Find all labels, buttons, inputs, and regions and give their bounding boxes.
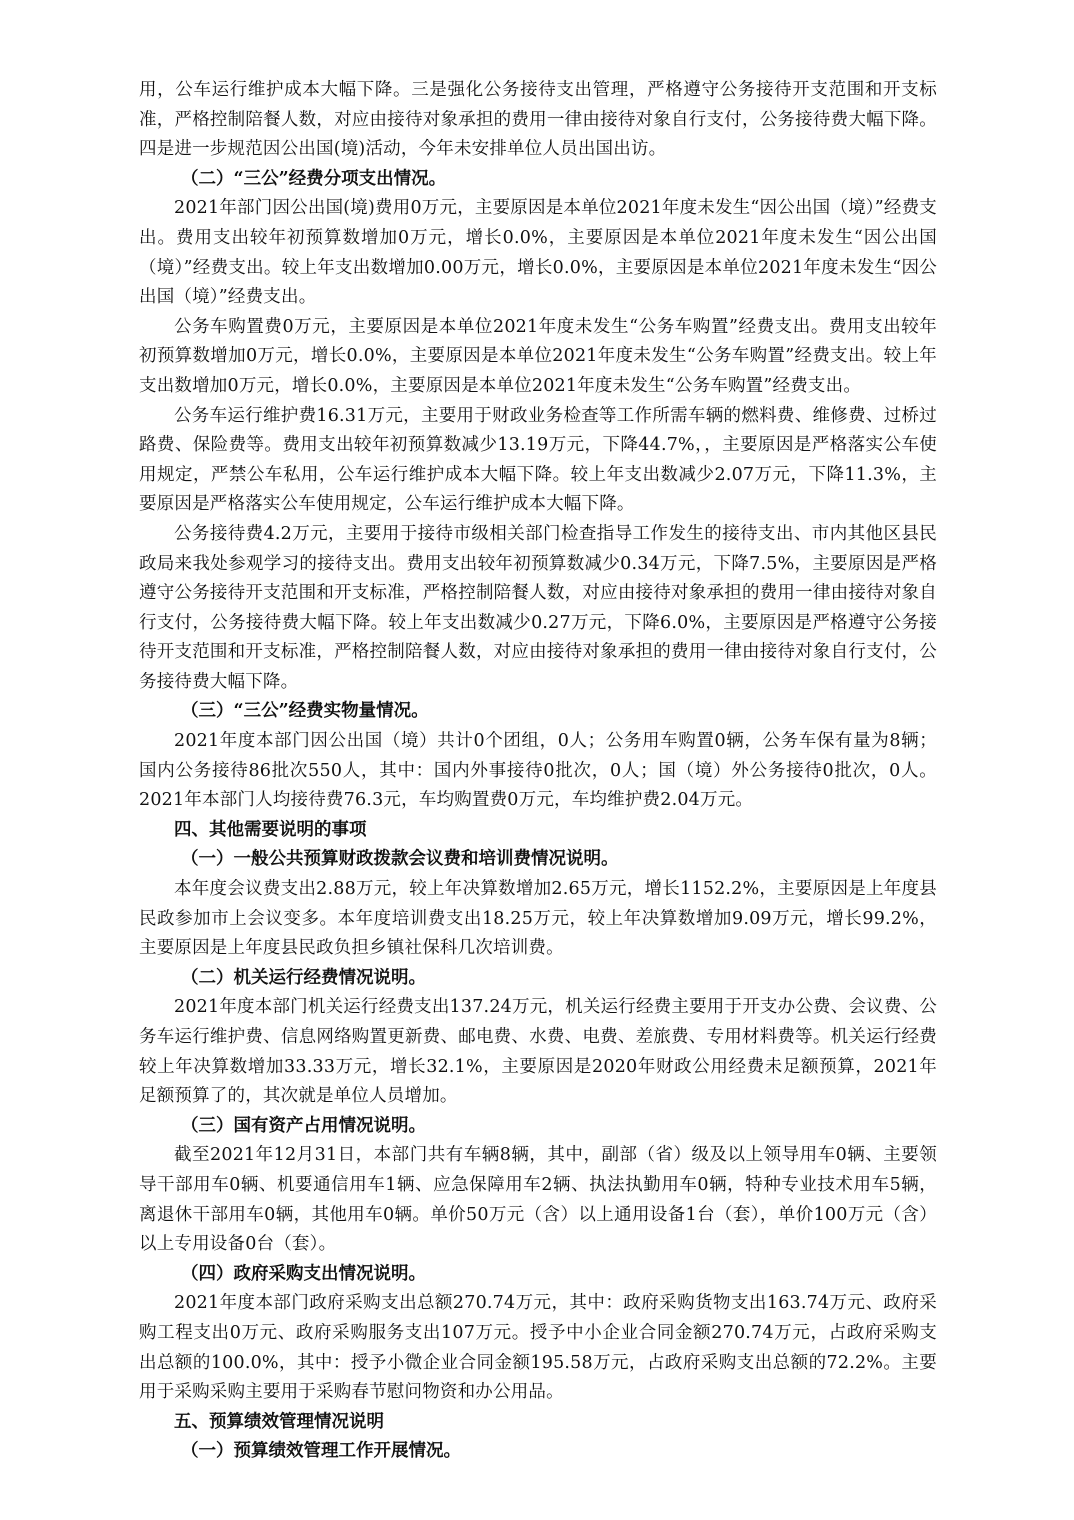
section-heading-other-matters: 四、其他需要说明的事项 [174,819,367,840]
paragraph-physical-quantity: 2021年度本部门因公出国（境）共计0个团组，0人；公务用车购置0辆，公务车保有量为8辆；国内公务接待86批次550人，其中：国内外事接待0批次，0人；国（境）外公务接待0批次，0人。2021年本部门人均接待费76.3元，车均购置费0万元，车均维护费2.04万元。 [139,731,937,811]
subheading-performance-work: （一）预算绩效管理工作开展情况。 [181,1441,461,1462]
paragraph-vehicle-maintenance-expense: 公务车运行维护费16.31万元，主要用于财政业务检查等工作所需车辆的燃料费、维修费、过桥过路费、保险费等。费用支出较年初预算数减少13.19万元，下降44.7%，，主要原因是严格落实公车使用规定，严禁公车私用，公车运行维护成本大幅下降。较上年支出数减少2.07万元，下降11.3%，主要原因是严格落实公车使用规定，公车运行维护成本大幅下降。 [139,405,937,515]
subheading-state-assets: （三）国有资产占用情况说明。 [181,1115,426,1136]
paragraph-overseas-travel-expense: 2021年部门因公出国(境)费用0万元，主要原因是本单位2021年度未发生“因公出国（境）”经费支出。费用支出较年初预算数增加0万元，增长0.0%，主要原因是本单位2021年度未发生“因公出国（境）”经费支出。较上年支出数增加0.00万元，增长0.0%，主要原因是本单位2021年度未发生“因公出国（境）”经费支出。 [139,198,937,308]
subheading-operating-expenses: （二）机关运行经费情况说明。 [181,967,426,988]
paragraph-reception-expense: 公务接待费4.2万元，主要用于接待市级相关部门检查指导工作发生的接待支出、市内其他区县民政局来我处参观学习的接待支出。费用支出较年初预算数减少0.34万元，下降7.5%，主要原因是严格遵守公务接待开支范围和开支标准，严格控制陪餐人数，对应由接待对象承担的费用一律由接待对象自行支付，公务接待费大幅下降。较上年支出数减少0.27万元，下降6.0%，主要原因是严格遵守公务接待开支范围和开支标准，严格控制陪餐人数，对应由接待对象承担的费用一律由接待对象自行支付，公务接待费大幅下降。 [139,523,937,692]
subheading-government-procurement: （四）政府采购支出情况说明。 [181,1263,426,1284]
paragraph-meeting-training-fees: 本年度会议费支出2.88万元，较上年决算数增加2.65万元，增长1152.2%，主要原因是上年度县民政参加市上会议变多。本年度培训费支出18.25万元，较上年决算数增加9.09万元，增长99.2%，主要原因是上年度县民政负担乡镇社保科几次培训费。 [139,879,937,959]
document-page [139,76,937,1467]
paragraph-operating-expenses: 2021年度本部门机关运行经费支出137.24万元，机关运行经费主要用于开支办公费、会议费、公务车运行维护费、信息网络购置更新费、邮电费、水费、电费、差旅费、专用材料费等。机关运行经费较上年决算数增加33.33万元，增长32.1%，主要原因是2020年财政公用经费未足额预算，2021年足额预算了的，其次就是单位人员增加。 [139,997,937,1107]
paragraph-public-car-and-reception-summary: 用，公车运行维护成本大幅下降。三是强化公务接待支出管理，严格遵守公务接待开支范围和开支标准，严格控制陪餐人数，对应由接待对象承担的费用一律由接待对象自行支付，公务接待费大幅下降。四是进一步规范因公出国(境)活动，今年未安排单位人员出国出访。 [139,80,937,160]
paragraph-state-assets: 截至2021年12月31日，本部门共有车辆8辆，其中，副部（省）级及以上领导用车0辆、主要领导干部用车0辆、机要通信用车1辆、应急保障用车2辆、执法执勤用车0辆，特种专业技术用车5辆，离退休干部用车0辆，其他用车0辆。单价50万元（含）以上通用设备1台（套），单价100万元（含）以上专用设备0台（套）。 [139,1145,937,1255]
subheading-itemized-expenditure: （二）“三公”经费分项支出情况。 [181,168,447,189]
paragraph-government-procurement: 2021年度本部门政府采购支出总额270.74万元，其中：政府采购货物支出163.74万元、政府采购工程支出0万元、政府采购服务支出107万元。授予中小企业合同金额270.74万元，占政府采购支出总额的100.0%，其中：授予小微企业合同金额195.58万元，占政府采购支出总额的72.2%。主要用于采购采购主要用于采购春节慰问物资和办公用品。 [139,1293,937,1403]
subheading-meeting-training-fees: （一）一般公共预算财政拨款会议费和培训费情况说明。 [181,849,619,870]
section-heading-performance-management: 五、预算绩效管理情况说明 [174,1411,384,1432]
subheading-physical-quantity: （三）“三公”经费实物量情况。 [181,701,429,722]
paragraph-vehicle-purchase-expense: 公务车购置费0万元，主要原因是本单位2021年度未发生“公务车购置”经费支出。费用支出较年初预算数增加0万元，增长0.0%，主要原因是本单位2021年度未发生“公务车购置”经费支出。较上年支出数增加0万元，增长0.0%，主要原因是本单位2021年度未发生“公务车购置”经费支出。 [139,316,937,396]
